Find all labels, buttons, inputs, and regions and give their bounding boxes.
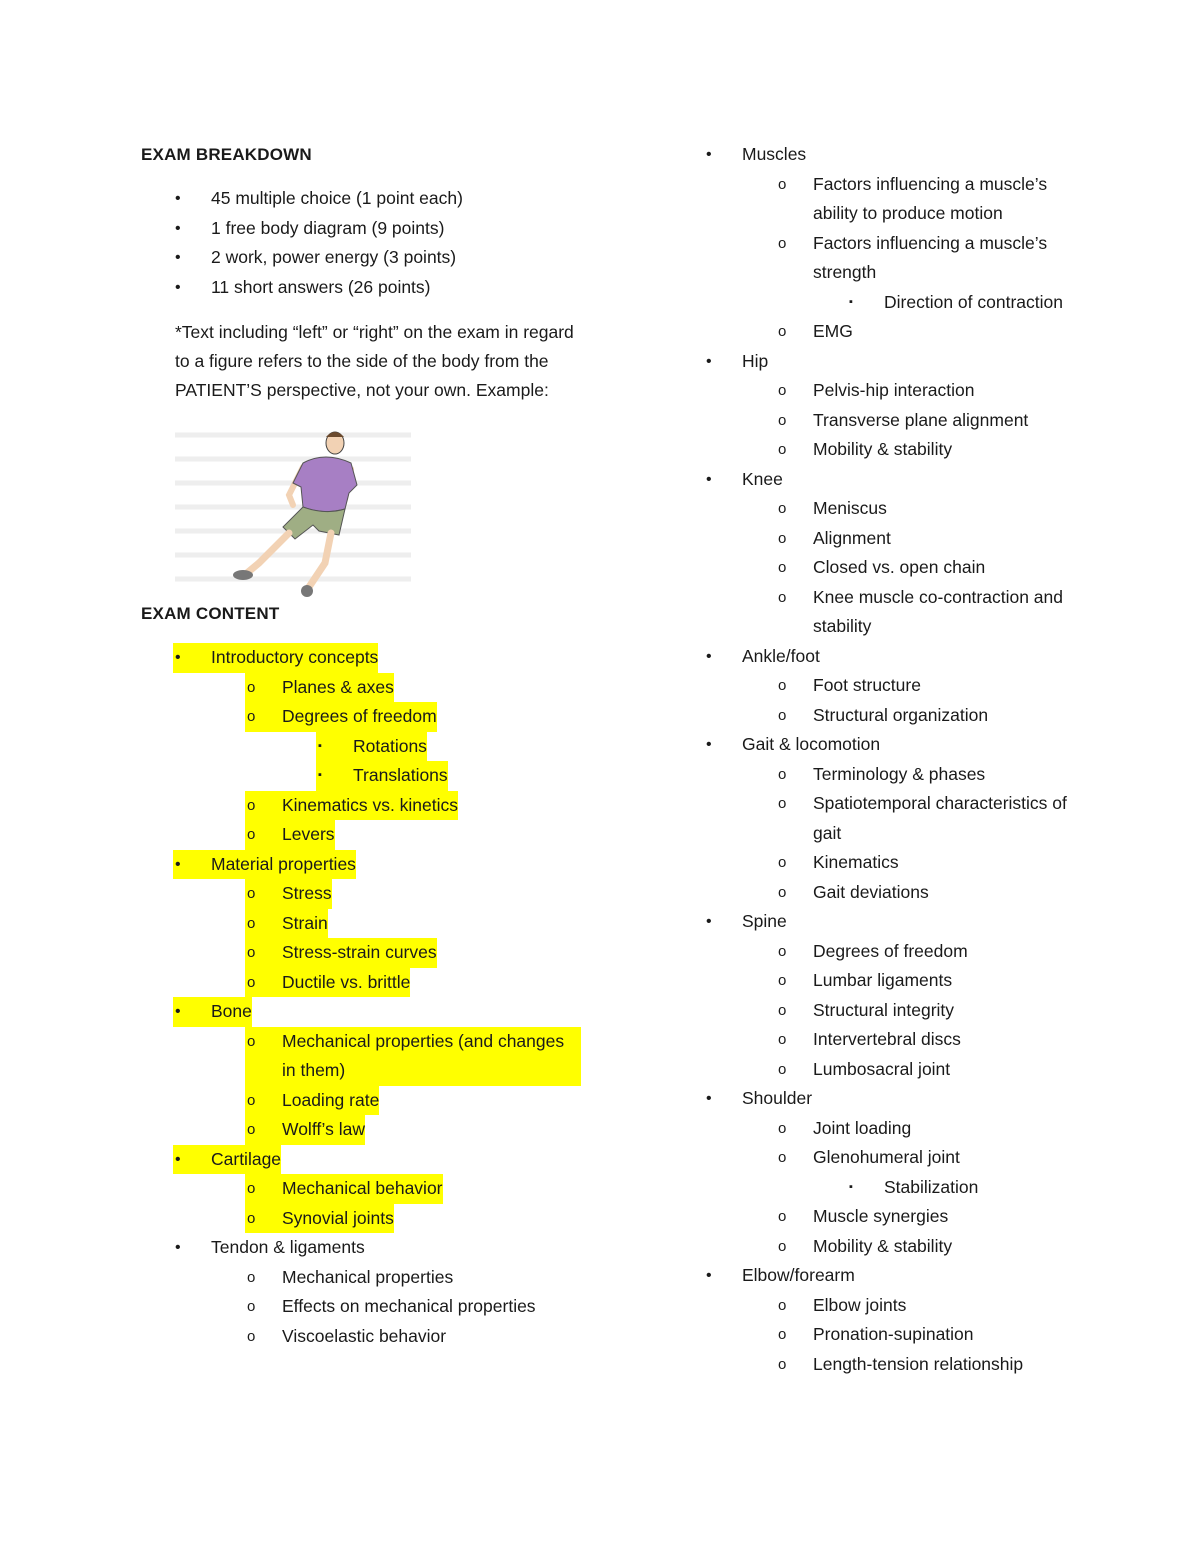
bullet-icon: o bbox=[247, 1268, 256, 1286]
list-item-text: Levers bbox=[282, 824, 335, 844]
list-item: • 1 free body diagram (9 points) bbox=[141, 214, 581, 244]
list-item-text: Gait deviations bbox=[813, 881, 929, 902]
bullet-icon: o bbox=[247, 1121, 256, 1138]
list-item bbox=[173, 643, 378, 673]
list-item-text: Knee muscle co-contraction and stability bbox=[813, 586, 1063, 636]
list-item bbox=[672, 583, 1092, 642]
bullet-icon: • bbox=[175, 1150, 181, 1168]
bullet-icon: o bbox=[778, 1031, 787, 1048]
bullet-icon: o bbox=[778, 1237, 787, 1255]
list-item-text: Meniscus bbox=[813, 498, 887, 518]
list-item bbox=[672, 878, 1092, 908]
list-item bbox=[672, 937, 1092, 967]
bullet-icon: o bbox=[247, 1032, 256, 1050]
bullet-icon: o bbox=[778, 1149, 787, 1166]
bullet-icon: • bbox=[175, 649, 181, 666]
bullet-icon: o bbox=[778, 854, 787, 871]
bullet-icon: o bbox=[247, 1091, 256, 1109]
list-item bbox=[672, 730, 1092, 760]
list-item bbox=[672, 1320, 1092, 1350]
bullet-icon: o bbox=[778, 1296, 787, 1314]
bullet-icon: o bbox=[247, 708, 256, 725]
list-item bbox=[672, 789, 1092, 848]
bullet-icon: o bbox=[247, 796, 256, 814]
bullet-icon: • bbox=[175, 190, 181, 207]
list-item bbox=[245, 820, 335, 850]
bullet-icon: ▪ bbox=[849, 1180, 853, 1193]
list-item bbox=[672, 907, 1092, 937]
list-item-text: Mechanical properties (and changes in them) bbox=[282, 1030, 565, 1080]
list-item bbox=[672, 288, 1092, 318]
list-item-text: Degrees of freedom bbox=[813, 940, 968, 961]
list-item bbox=[672, 229, 1092, 288]
list-item bbox=[672, 170, 1092, 229]
list-item bbox=[245, 968, 410, 998]
list-item bbox=[672, 701, 1092, 731]
person-figure-icon bbox=[175, 423, 411, 599]
list-item bbox=[672, 848, 1092, 878]
list-item-text: Lumbosacral joint bbox=[813, 1058, 951, 1079]
list-item-text: Joint loading bbox=[813, 1117, 912, 1138]
bullet-icon: o bbox=[778, 1060, 787, 1078]
bullet-icon: o bbox=[778, 175, 787, 193]
list-item-text: Tendon & ligaments bbox=[211, 1237, 365, 1257]
list-item-text: Wolff’s law bbox=[282, 1119, 365, 1139]
bullet-icon: • bbox=[706, 352, 712, 370]
list-item bbox=[672, 347, 1092, 377]
bullet-icon: o bbox=[247, 1180, 256, 1197]
list-item bbox=[672, 435, 1092, 465]
list-item bbox=[672, 494, 1092, 524]
list-item bbox=[672, 553, 1092, 583]
list-item: • 45 multiple choice (1 point each) bbox=[141, 184, 581, 214]
left-column bbox=[141, 140, 581, 1351]
list-item-text: Knee bbox=[742, 468, 783, 489]
list-item bbox=[672, 1173, 1092, 1203]
bullet-icon: ▪ bbox=[318, 739, 322, 752]
list-item-text: Terminology & phases bbox=[813, 763, 986, 784]
list-item-text: Structural organization bbox=[813, 704, 989, 725]
list-item-text: Direction of contraction bbox=[884, 291, 1063, 312]
list-item-text: EMG bbox=[813, 321, 853, 341]
list-item-text: Loading rate bbox=[282, 1089, 380, 1110]
leaning-person-illustration bbox=[175, 423, 411, 599]
list-item bbox=[672, 996, 1092, 1026]
bullet-icon: o bbox=[778, 1208, 787, 1225]
list-item bbox=[672, 1350, 1092, 1380]
list-item bbox=[245, 1115, 365, 1145]
list-item bbox=[245, 1027, 581, 1086]
list-item bbox=[245, 1204, 394, 1234]
bullet-icon: • bbox=[706, 1090, 712, 1107]
bullet-icon: • bbox=[175, 1239, 181, 1256]
list-item bbox=[141, 1322, 581, 1352]
right-column bbox=[672, 140, 1092, 1379]
list-item-text: Elbow joints bbox=[813, 1294, 907, 1315]
list-item bbox=[672, 465, 1092, 495]
list-item-text: Transverse plane alignment bbox=[813, 409, 1029, 430]
list-item bbox=[141, 1263, 581, 1293]
bullet-icon: • bbox=[706, 1267, 712, 1284]
list-item bbox=[672, 1261, 1092, 1291]
list-item-text: Spatiotemporal characteristics of gait bbox=[813, 793, 1067, 843]
list-item bbox=[672, 1025, 1092, 1055]
list-item-text: Factors influencing a muscle’s ability to produce motion bbox=[813, 173, 1048, 223]
bullet-icon: • bbox=[706, 736, 712, 753]
bullet-icon: o bbox=[778, 1001, 787, 1019]
bullet-icon: o bbox=[778, 1355, 787, 1373]
list-item-text: Mobility & stability bbox=[813, 1235, 953, 1256]
bullet-icon: o bbox=[778, 795, 787, 812]
list-item bbox=[672, 760, 1092, 790]
list-item-text: Stress-strain curves bbox=[282, 942, 437, 962]
bullet-icon: o bbox=[778, 1326, 787, 1343]
bullet-icon: o bbox=[247, 678, 256, 696]
list-item-text: Gait & locomotion bbox=[742, 734, 881, 754]
perspective-note: *Text including “left” or “right” on the exam in regard to a figure refers to the side of the body from the PATIENT’S perspective, not your own. Example: bbox=[175, 322, 574, 400]
list-item-text: Elbow/forearm bbox=[742, 1265, 855, 1285]
list-item: • 11 short answers (26 points) bbox=[141, 273, 581, 303]
content-title: EXAM CONTENT bbox=[141, 604, 280, 623]
list-item-text: Bone bbox=[211, 1001, 252, 1021]
list-item bbox=[245, 1086, 379, 1116]
list-item-text: Viscoelastic behavior bbox=[282, 1325, 447, 1346]
bullet-icon: ▪ bbox=[849, 295, 853, 308]
bullet-icon: ▪ bbox=[318, 769, 322, 781]
list-item-text: Ankle/foot bbox=[742, 645, 820, 666]
bullet-icon: o bbox=[778, 942, 787, 960]
list-item bbox=[672, 966, 1092, 996]
bullet-icon: • bbox=[175, 249, 181, 266]
bullet-icon: o bbox=[778, 500, 787, 517]
list-item-text: Pelvis-hip interaction bbox=[813, 380, 975, 400]
bullet-icon: o bbox=[778, 972, 787, 989]
bullet-icon: • bbox=[175, 278, 181, 296]
list-item-text: Kinematics vs. kinetics bbox=[282, 794, 459, 815]
list-item-text: Kinematics bbox=[813, 852, 899, 872]
list-item bbox=[672, 1114, 1092, 1144]
list-item-text: Foot structure bbox=[813, 675, 921, 695]
list-item-text: Effects on mechanical properties bbox=[282, 1296, 536, 1316]
bullet-icon: o bbox=[247, 885, 256, 902]
list-item bbox=[672, 1055, 1092, 1085]
list-item-text: Rotations bbox=[353, 735, 427, 756]
bullet-icon: o bbox=[778, 883, 787, 901]
bullet-icon: o bbox=[778, 1119, 787, 1137]
list-item bbox=[173, 850, 356, 880]
bullet-icon: o bbox=[778, 382, 787, 399]
bullet-icon: o bbox=[778, 234, 787, 252]
bullet-icon: o bbox=[778, 323, 787, 340]
bullet-icon: o bbox=[247, 914, 256, 932]
list-item bbox=[141, 1292, 581, 1322]
list-item-text: Synovial joints bbox=[282, 1207, 394, 1228]
list-item-text: Lumbar ligaments bbox=[813, 970, 953, 990]
bullet-icon: o bbox=[247, 1209, 256, 1227]
bullet-icon: o bbox=[778, 677, 787, 694]
list-item bbox=[672, 140, 1092, 170]
list-item-text: Spine bbox=[742, 911, 787, 931]
list-item bbox=[245, 673, 394, 703]
list-item bbox=[672, 1084, 1092, 1114]
list-item bbox=[173, 997, 252, 1027]
left-content-list bbox=[141, 643, 581, 1351]
bullet-icon: o bbox=[778, 441, 787, 458]
bullet-icon: o bbox=[778, 559, 787, 576]
list-item-text: Alignment bbox=[813, 527, 891, 548]
bullet-icon: o bbox=[778, 588, 787, 606]
list-item bbox=[245, 879, 332, 909]
list-item bbox=[245, 938, 437, 968]
list-item bbox=[672, 524, 1092, 554]
list-item-text: Shoulder bbox=[742, 1088, 813, 1108]
list-item-text: Stabilization bbox=[884, 1176, 979, 1197]
bullet-icon: • bbox=[706, 647, 712, 665]
list-item bbox=[245, 702, 437, 732]
list-item bbox=[245, 791, 458, 821]
bullet-icon: • bbox=[706, 146, 712, 163]
list-item-text: Structural integrity bbox=[813, 999, 955, 1020]
list-item bbox=[173, 1145, 281, 1175]
bullet-icon: o bbox=[247, 826, 256, 843]
bullet-icon: o bbox=[247, 1327, 256, 1345]
list-item bbox=[672, 317, 1092, 347]
right-content-list bbox=[672, 140, 1092, 1379]
list-item-text: Mechanical properties bbox=[282, 1266, 454, 1287]
list-item-text: Muscles bbox=[742, 144, 807, 164]
bullet-icon: • bbox=[175, 1003, 181, 1020]
bullet-icon: • bbox=[175, 219, 181, 237]
list-item bbox=[672, 671, 1092, 701]
list-item bbox=[672, 406, 1092, 436]
list-item-text: Translations bbox=[353, 765, 448, 785]
list-item-text: Mobility & stability bbox=[813, 439, 953, 459]
list-item bbox=[316, 732, 427, 762]
list-item-text: Mechanical behavior bbox=[282, 1178, 443, 1198]
bullet-icon: • bbox=[706, 913, 712, 930]
list-item: • 2 work, power energy (3 points) bbox=[141, 243, 581, 273]
list-item-text: Planes & axes bbox=[282, 676, 394, 697]
list-item bbox=[672, 376, 1092, 406]
bullet-icon: o bbox=[778, 529, 787, 547]
list-item-text: Stress bbox=[282, 883, 332, 903]
list-item bbox=[141, 1233, 581, 1263]
list-item-text: Ductile vs. brittle bbox=[282, 971, 411, 992]
list-item bbox=[672, 642, 1092, 672]
bullet-icon: • bbox=[175, 855, 181, 873]
list-item bbox=[672, 1232, 1092, 1262]
list-item bbox=[672, 1291, 1092, 1321]
list-item-text: Glenohumeral joint bbox=[813, 1147, 960, 1167]
bullet-icon: • bbox=[706, 470, 712, 488]
list-item-text: Material properties bbox=[211, 853, 356, 874]
list-item-text: Factors influencing a muscle’s strength bbox=[813, 232, 1048, 282]
bullet-icon: o bbox=[778, 765, 787, 783]
list-item bbox=[245, 1174, 443, 1204]
list-item-text: Muscle synergies bbox=[813, 1206, 949, 1226]
list-item-text: Length-tension relationship bbox=[813, 1353, 1024, 1374]
list-item-text: Degrees of freedom bbox=[282, 706, 437, 726]
list-item-text: Cartilage bbox=[211, 1148, 282, 1169]
list-item-text: Hip bbox=[742, 350, 769, 371]
list-item bbox=[316, 761, 448, 791]
bullet-icon: o bbox=[247, 973, 256, 991]
list-item-text: Closed vs. open chain bbox=[813, 557, 986, 577]
list-item-text: Intervertebral discs bbox=[813, 1029, 961, 1049]
list-item bbox=[672, 1143, 1092, 1173]
bullet-icon: o bbox=[247, 1298, 256, 1315]
list-item bbox=[672, 1202, 1092, 1232]
breakdown-title: EXAM BREAKDOWN bbox=[141, 145, 312, 164]
breakdown-list bbox=[141, 184, 581, 302]
list-item bbox=[245, 909, 328, 939]
bullet-icon: o bbox=[778, 706, 787, 724]
list-item-text: Pronation-supination bbox=[813, 1324, 974, 1344]
list-item-text: Strain bbox=[282, 912, 328, 933]
bullet-icon: o bbox=[778, 411, 787, 429]
list-item-text: Introductory concepts bbox=[211, 647, 379, 667]
bullet-icon: o bbox=[247, 944, 256, 961]
